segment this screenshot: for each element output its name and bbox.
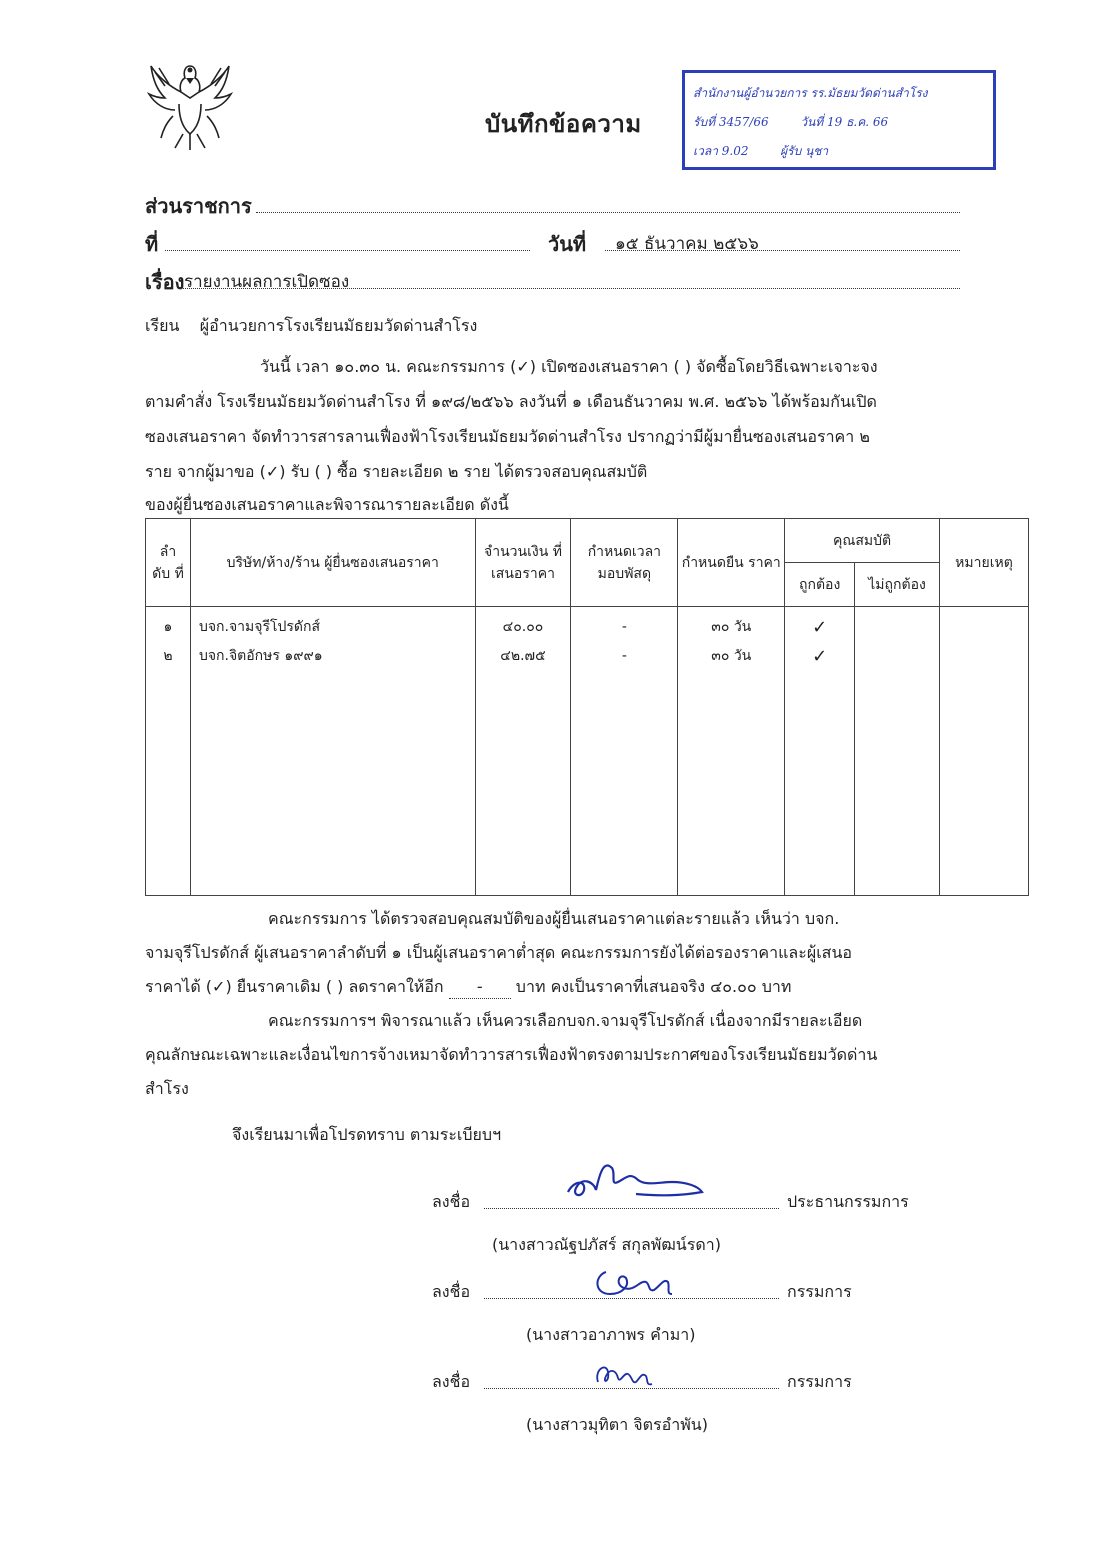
th-remark: หมายเหตุ (940, 519, 1029, 607)
number-line (165, 250, 530, 251)
th-validity: กำหนดยืน ราคา (678, 519, 785, 607)
p3-line2: คุณลักษณะเฉพาะและเงื่อนไขการจ้างเหมาจัดทำวารสารเฟื่องฟ้าตรงตามประกาศของโรงเรียนมัธยมวัดด่าน (145, 1045, 878, 1064)
salutation-to: ผู้อำนวยการโรงเรียนมัธยมวัดด่านสำโรง (199, 316, 478, 335)
stamp-receive-no: 3457/66 (718, 115, 769, 129)
sig1-label: ลงชื่อ (432, 1192, 471, 1211)
date-label: วันที่ (548, 232, 587, 256)
cell-correct: ✓ ✓ (785, 607, 855, 896)
th-company: บริษัท/ห้าง/ร้าน ผู้ยื่นซองเสนอราคา (190, 519, 475, 607)
stamp-time-label: เวลา (693, 144, 718, 158)
th-no: ลำ ดับ ที่ (146, 519, 191, 607)
garuda-emblem-icon (145, 58, 235, 154)
sig3-label: ลงชื่อ (432, 1372, 471, 1391)
sig2-name: (นางสาวอาภาพร คำมา) (526, 1325, 696, 1344)
stamp-date: 19 ธ.ค. 66 (827, 115, 889, 129)
subject-value: รายงานผลการเปิดซอง (184, 272, 350, 292)
p3-line1: คณะกรรมการฯ พิจารณาแล้ว เห็นควรเลือกบจก.จามจุรีโปรดักส์ เนื่องจากมีรายละเอียด (268, 1011, 863, 1030)
sig2-role: กรรมการ (787, 1282, 852, 1301)
cell-validity: ๓๐ วัน ๓๐ วัน (678, 607, 785, 896)
document-title: บันทึกข้อความ (485, 110, 642, 138)
sig1-role: ประธานกรรมการ (787, 1192, 909, 1211)
sig3-role: กรรมการ (787, 1372, 852, 1391)
p1-line1: วันนี้ เวลา ๑๐.๓๐ น. คณะกรรมการ (✓) เปิดซองเสนอราคา ( ) จัดซื้อโดยวิธีเฉพาะเจาะจง (260, 357, 878, 376)
sig1-line (484, 1208, 779, 1209)
receipt-stamp (682, 70, 996, 170)
agency-label: ส่วนราชการ (145, 194, 252, 218)
p1-line3: ซองเสนอราคา จัดทำวารสารลานเฟื่องฟ้าโรงเรียนมัธยมวัดด่านสำโรง ปรากฏว่ามีผู้มายื่นซองเสนอราคา ๒ (145, 427, 870, 446)
p2-line3: ราคาได้ (✓) ยืนราคาเดิม ( ) ลดราคาให้อีก - บาท คงเป็นราคาที่เสนอจริง ๔๐.๐๐ บาท (145, 970, 791, 1003)
cell-remark (940, 607, 1029, 896)
salutation (145, 309, 477, 342)
number-label: ที่ (145, 232, 159, 256)
p1-line4: ราย จากผู้มาขอ (✓) รับ ( ) ซื้อ รายละเอียด ๒ ราย ได้ตรวจสอบคุณสมบัติ (145, 462, 648, 481)
signature-1-icon (560, 1152, 710, 1208)
p1-line2: ตามคำสั่ง โรงเรียนมัธยมวัดด่านสำโรง ที่ ๑๙๘/๒๕๖๖ ลงวันที่ ๑ เดือนธันวาคม พ.ศ. ๒๕๖๖ ได้พร้อมกันเปิด (145, 392, 877, 411)
cell-incorrect (855, 607, 940, 896)
p3-line3: สำโรง (145, 1079, 189, 1098)
stamp-time: 9.02 (721, 144, 749, 158)
cell-amount: ๔๐.๐๐ ๔๒.๗๕ (475, 607, 571, 896)
p2-line1: คณะกรรมการ ได้ตรวจสอบคุณสมบัติของผู้ยื่นเสนอราคาแต่ละรายแล้ว เห็นว่า บจก. (268, 909, 840, 928)
stamp-receiver-label: ผู้รับ (780, 144, 802, 158)
discount-value: - (449, 976, 511, 999)
th-amount: จำนวนเงิน ที่เสนอราคา (475, 519, 571, 607)
subject-label: เรื่อง (145, 270, 185, 294)
sig1-name: (นางสาวณัฐปภัสร์ สกุลพัฒน์รดา) (492, 1235, 721, 1254)
th-delivery: กำหนดเวลา มอบพัสดุ (571, 519, 678, 607)
bids-table (145, 518, 1029, 896)
th-qualification: คุณสมบัติ (785, 519, 940, 563)
p1-line5: ของผู้ยื่นซองเสนอราคาและพิจารณารายละเอียด ดังนี้ (145, 495, 509, 514)
stamp-office: สำนักงานผู้อำนวยการ รร.มัธยมวัดด่านสำโรง (693, 86, 928, 100)
cell-company: บจก.จามจุรีโปรดักส์ บจก.จิตอักษร ๑๙๙๑ (190, 607, 475, 896)
salutation-label: เรียน (145, 316, 180, 335)
agency-line (256, 212, 960, 213)
stamp-receiver: นุชา (805, 144, 829, 158)
th-correct: ถูกต้อง (785, 563, 855, 607)
cell-no: ๑ ๒ (146, 607, 191, 896)
sig2-label: ลงชื่อ (432, 1282, 471, 1301)
signature-3-icon (588, 1354, 658, 1392)
closing-text: จึงเรียนมาเพื่อโปรดทราบ ตามระเบียบฯ (232, 1125, 502, 1144)
date-value: ๑๕ ธันวาคม ๒๕๖๖ (615, 234, 759, 254)
p2-line2: จามจุรีโปรดักส์ ผู้เสนอราคาลำดับที่ ๑ เป็นผู้เสนอราคาต่ำสุด คณะกรรมการยังได้ต่อรองราคาและผู้เสนอ (145, 943, 852, 962)
signature-2-icon (590, 1262, 680, 1302)
th-incorrect: ไม่ถูกต้อง (855, 563, 940, 607)
cell-delivery: - - (571, 607, 678, 896)
table-row (146, 607, 1029, 896)
stamp-date-label: วันที่ (800, 115, 824, 129)
sig3-name: (นางสาวมุทิตา จิตรอำพัน) (526, 1415, 708, 1434)
stamp-receive-label: รับที่ (693, 115, 715, 129)
